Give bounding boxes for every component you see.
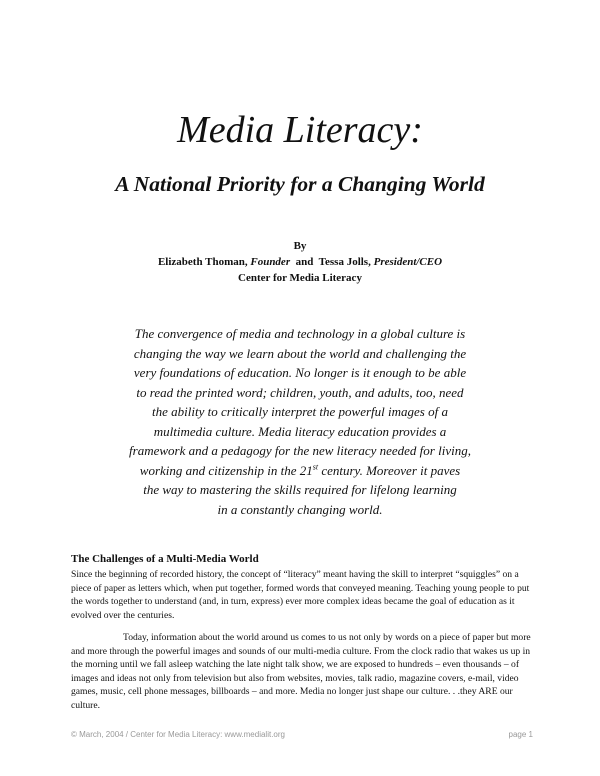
section-heading: The Challenges of a Multi-Media World: [71, 553, 259, 565]
document-subtitle: A National Priority for a Changing World: [115, 172, 485, 196]
byline-organization: Center for Media Literacy: [238, 272, 362, 284]
footer-copyright: © March, 2004 / Center for Media Literacy: www.medialit.org: [71, 730, 285, 739]
author1-role: Founder: [250, 256, 291, 268]
abstract-line: framework and a pedagogy for the new literacy needed for living,: [129, 443, 471, 458]
abstract-line: the ability to critically interpret the powerful images of a: [152, 404, 448, 419]
abstract-line: The convergence of media and technology in a global culture is: [134, 326, 466, 341]
body-paragraph-1: Since the beginning of recorded history, the concept of “literacy” meant having the skill to interpret “squiggles” on a piece of paper as letters which, when put together, formed words that conveyed meaning. Teaching young people to put the words together to understand (and, in turn, express) ever more complex ideas became the goal of education as it evolved over the centuries.: [71, 569, 530, 621]
footer-page-number: page 1: [508, 730, 533, 739]
abstract: [110, 324, 490, 519]
abstract-line: in a constantly changing world.: [217, 501, 383, 517]
abstract-line: changing the way we learn about the world and challenging the: [133, 345, 467, 361]
abstract-line: to read the printed word; children, youth, and adults, too, need: [136, 384, 464, 400]
abstract-line: [110, 461, 490, 481]
author1-name: Elizabeth Thoman,: [157, 256, 248, 268]
byline: [0, 238, 600, 286]
abstract-line: very foundations of education. No longer is it enough to be able: [133, 365, 467, 380]
abstract-line8-start: working and citizenship in the 21: [139, 462, 313, 478]
byline-authors: [0, 254, 600, 270]
abstract-line8-superscript: st: [312, 462, 319, 472]
body-paragraph-2: Today, information about the world around us comes to us not only by words on a piece of paper but more and more through the powerful images and sounds of our multi-media culture. From the clock radio that wakes us up in the morning until we fall asleep watching the late night talk show, we are exposed to hundreds – even thousands – of images and ideas not only from television but also from websites, movies, talk radio, magazine covers, e-mail, video games, music, cell phone messages, billboards – and more. Media no longer just shape our culture. . .they ARE our culture.: [71, 632, 531, 711]
abstract-line8-end: century. Moreover it paves: [318, 462, 461, 478]
document-title: Media Literacy:: [177, 109, 423, 151]
abstract-line: the way to mastering the skills required for lifelong learning: [143, 482, 457, 497]
byline-and: and: [295, 256, 314, 268]
byline-by: By: [293, 240, 307, 252]
author2-role: President/CEO: [373, 256, 443, 268]
abstract-line: multimedia culture. Media literacy education provides a: [153, 423, 447, 439]
author2-name: Tessa Jolls,: [318, 256, 371, 268]
page-footer: [71, 730, 533, 739]
